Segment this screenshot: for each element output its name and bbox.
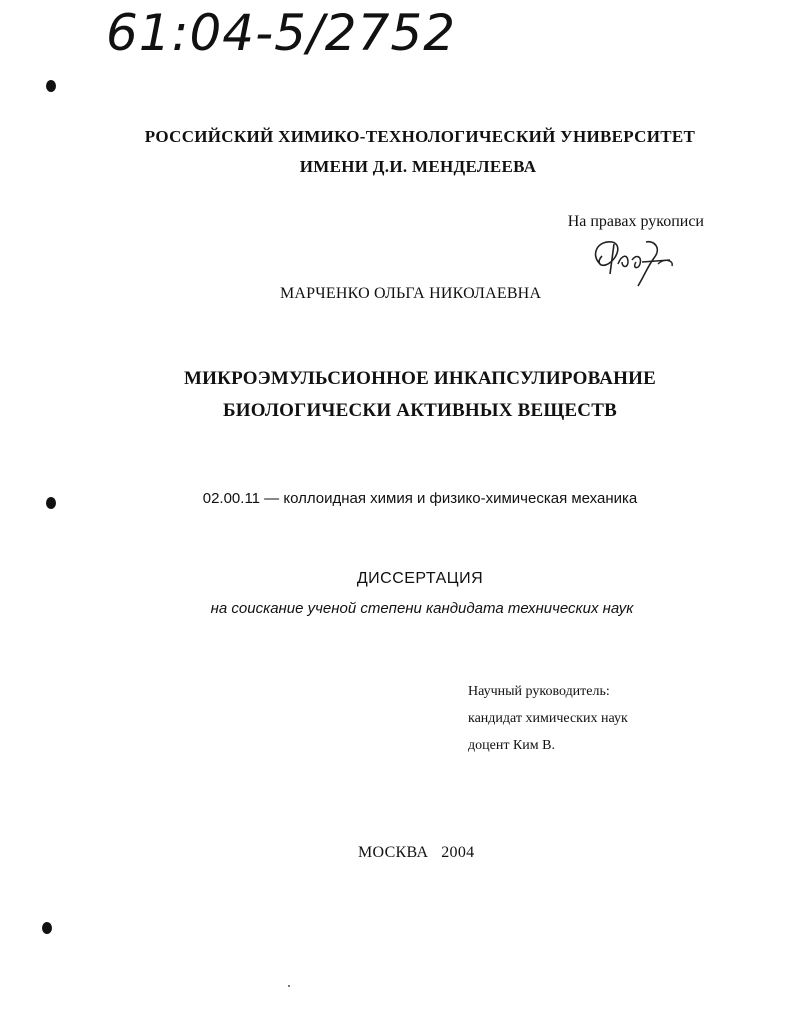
university-name-line2: ИМЕНИ Д.И. МЕНДЕЛЕЕВА	[299, 157, 537, 176]
stamp-number: 61:04-5/2752	[106, 4, 457, 62]
supervisor-name: доцент Ким В.	[468, 738, 555, 753]
dissertation-title-line2: БИОЛОГИЧЕСКИ АКТИВНЫХ ВЕЩЕСТВ	[223, 400, 617, 421]
punch-hole-bottom	[42, 922, 52, 934]
punch-hole-top	[46, 80, 56, 92]
work-type: ДИССЕРТАЦИЯ	[356, 570, 484, 587]
speciality-code: 02.00.11 — коллоидная химия и физико-химическая механика	[202, 490, 638, 507]
signature-graphic	[588, 234, 682, 290]
university-name-line1: РОССИЙСКИЙ ХИМИКО-ТЕХНОЛОГИЧЕСКИЙ УНИВЕРСИТЕТ	[144, 127, 696, 146]
supervisor-degree: кандидат химических наук	[468, 711, 628, 726]
place-year: МОСКВА 2004	[358, 844, 475, 861]
dissertation-title-line1: МИКРОЭМУЛЬСИОННОЕ ИНКАПСУЛИРОВАНИЕ	[183, 368, 656, 389]
supervisor-label: Научный руководитель:	[468, 684, 610, 699]
archive-stamp	[100, 0, 500, 64]
handwritten-stamp-graphic	[100, 0, 500, 64]
scan-speck	[288, 985, 290, 987]
rights-note: На правах рукописи	[567, 213, 704, 230]
degree-sought: на соискание ученой степени кандидата технических наук	[210, 600, 634, 617]
signature	[588, 234, 682, 290]
author-name: МАРЧЕНКО ОЛЬГА НИКОЛАЕВНА	[280, 285, 542, 302]
